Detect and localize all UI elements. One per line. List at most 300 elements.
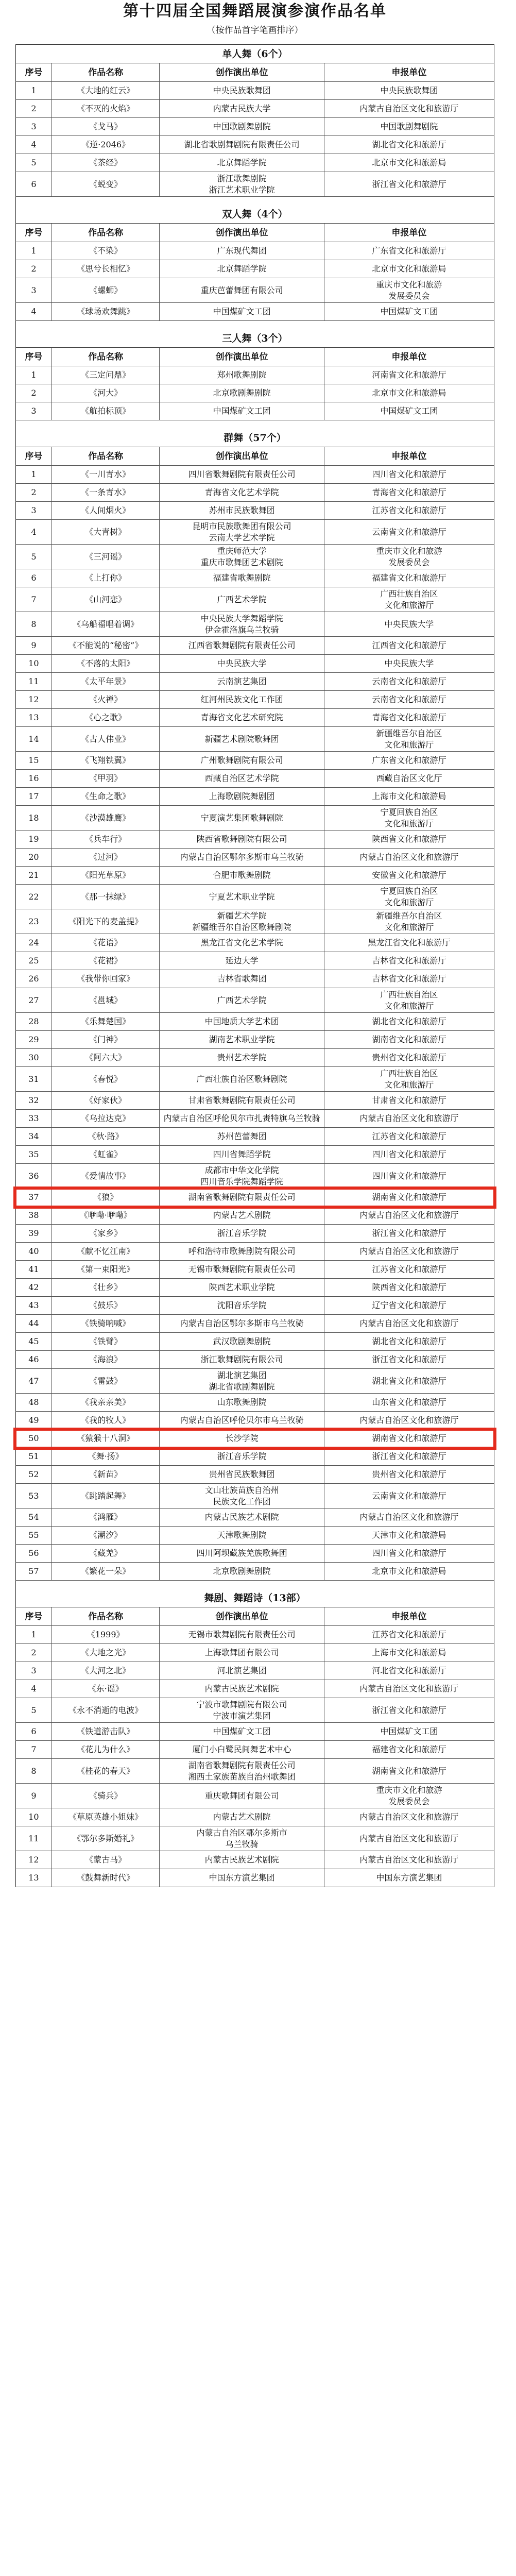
cell-submitter: 江苏省文化和旅游厅 <box>372 1630 446 1639</box>
header-no: 序号 <box>16 63 52 81</box>
cell-work: 《大地的红云》 <box>52 82 160 99</box>
cell-no: 37 <box>16 1189 52 1206</box>
cell-work: 《不染》 <box>52 242 160 260</box>
cell-no: 42 <box>16 1279 52 1296</box>
cell-submitter: 北京市文化和旅游局 <box>372 264 446 274</box>
cell-no: 20 <box>16 849 52 866</box>
cell-no: 18 <box>16 806 52 830</box>
cell-creator: 黑龙江省文化艺术学院 <box>160 934 324 952</box>
header-work: 作品名称 <box>52 224 160 242</box>
cell-creator: 浙江歌舞剧院 浙江艺术职业学院 <box>160 172 324 196</box>
table-row <box>15 1466 494 1484</box>
cell-submitter: 中国东方演艺集团 <box>376 1873 442 1883</box>
cell-submitter: 内蒙古自治区文化和旅游厅 <box>359 852 459 862</box>
table-row <box>15 1723 494 1741</box>
cell-submitter: 天津市文化和旅游局 <box>372 1530 446 1540</box>
cell-work: 《阳光草原》 <box>52 867 160 884</box>
cell-creator: 中国煤矿文工团 <box>160 303 324 320</box>
table-row <box>15 849 494 867</box>
cell-submitter: 内蒙古自治区文化和旅游厅 <box>359 1210 459 1220</box>
cell-submitter: 北京市文化和旅游局 <box>372 1566 446 1576</box>
table-row <box>15 1680 494 1698</box>
cell-no: 41 <box>16 1261 52 1278</box>
section-title: 舞剧、舞蹈诗（13部） <box>15 1589 494 1607</box>
cell-creator: 北京舞蹈学院 <box>160 154 324 172</box>
cell-submitter: 中国煤矿文工团 <box>380 307 438 316</box>
cell-creator: 宁波市歌舞剧院有限公司 宁波市演艺集团 <box>160 1698 324 1722</box>
table-row <box>15 278 494 303</box>
cell-work: 《好家伙》 <box>52 1092 160 1109</box>
table-row <box>15 136 494 154</box>
cell-creator: 江西省歌舞剧院有限责任公司 <box>160 637 324 654</box>
cell-submitter: 湖北省文化和旅游厅 <box>372 140 446 149</box>
cell-no: 17 <box>16 788 52 805</box>
cell-submitter: 云南省文化和旅游厅 <box>372 694 446 704</box>
cell-work: 《逆·2046》 <box>52 136 160 154</box>
table-row <box>15 1412 494 1430</box>
cell-submitter: 福建省文化和旅游厅 <box>372 573 446 583</box>
table-row <box>15 709 494 727</box>
header-work: 作品名称 <box>52 447 160 465</box>
cell-submitter: 广东省文化和旅游厅 <box>372 755 446 765</box>
table-row <box>15 909 494 934</box>
cell-submitter: 辽宁省文化和旅游厅 <box>372 1300 446 1310</box>
cell-creator: 内蒙古自治区鄂尔多斯市乌兰牧骑 <box>160 849 324 866</box>
cell-submitter: 湖南省文化和旅游厅 <box>372 1766 446 1776</box>
table-row <box>15 1808 494 1826</box>
cell-no: 36 <box>16 1164 52 1188</box>
cell-creator: 文山壮族苗族自治州 民族文化工作团 <box>160 1484 324 1508</box>
cell-no: 1 <box>16 1626 52 1643</box>
cell-no: 8 <box>16 612 52 636</box>
section-title: 双人舞（4个） <box>15 205 494 224</box>
table-row <box>15 82 494 100</box>
cell-creator: 新疆艺术学院 新疆维吾尔自治区歌舞剧院 <box>160 909 324 934</box>
cell-creator: 苏州市民族歌舞团 <box>160 502 324 519</box>
header-creator: 创作演出单位 <box>160 63 324 81</box>
table-row <box>15 484 494 502</box>
cell-no: 6 <box>16 1723 52 1740</box>
cell-work: 《爱情故事》 <box>52 1164 160 1188</box>
cell-no: 7 <box>16 1741 52 1758</box>
cell-work: 《大地之光》 <box>52 1644 160 1662</box>
cell-work: 《一川青水》 <box>52 466 160 483</box>
cell-no: 2 <box>16 100 52 117</box>
section-gap <box>15 1581 494 1589</box>
cell-work: 《花裙》 <box>52 952 160 970</box>
table-header-row <box>15 447 494 466</box>
table-header-row <box>15 63 494 82</box>
cell-creator: 内蒙古民族艺术剧院 <box>160 1851 324 1869</box>
cell-creator: 浙江音乐学院 <box>160 1448 324 1465</box>
table-row <box>15 691 494 709</box>
cell-work: 《铁骑呐喊》 <box>52 1315 160 1332</box>
cell-no: 15 <box>16 752 52 769</box>
cell-creator: 中国煤矿文工团 <box>160 1723 324 1740</box>
table-row <box>15 242 494 260</box>
cell-no: 53 <box>16 1484 52 1508</box>
section-gap <box>15 197 494 205</box>
cell-work: 《不落的太阳》 <box>52 655 160 672</box>
cell-work: 《壮乡》 <box>52 1279 160 1296</box>
cell-submitter: 广东省文化和旅游厅 <box>372 246 446 256</box>
cell-creator: 中央民族大学 <box>160 655 324 672</box>
cell-creator: 苏州芭蕾舞团 <box>160 1128 324 1145</box>
cell-no: 1 <box>16 242 52 260</box>
cell-no: 2 <box>16 1644 52 1662</box>
table-row <box>15 1509 494 1527</box>
table-row <box>15 154 494 172</box>
cell-no: 35 <box>16 1146 52 1163</box>
cell-creator: 湖南省歌舞剧院有限责任公司 <box>160 1189 324 1206</box>
cell-submitter: 山东省文化和旅游厅 <box>372 1397 446 1407</box>
cell-submitter: 重庆市文化和旅游 发展委员会 <box>376 279 442 301</box>
table-row <box>15 1243 494 1261</box>
cell-work: 《鄂尔多斯婚礼》 <box>52 1826 160 1851</box>
cell-creator: 新疆艺术剧院歌舞团 <box>160 727 324 751</box>
cell-creator: 广西艺术学院 <box>160 988 324 1012</box>
cell-no: 9 <box>16 1784 52 1808</box>
cell-no: 33 <box>16 1110 52 1127</box>
cell-creator: 内蒙古自治区呼伦贝尔市扎赉特旗乌兰牧骑 <box>160 1110 324 1127</box>
cell-no: 6 <box>16 172 52 196</box>
cell-work: 《航拍标顶》 <box>52 402 160 420</box>
cell-submitter: 陕西省文化和旅游厅 <box>372 834 446 844</box>
cell-work: 《鼓舞新时代》 <box>52 1869 160 1887</box>
cell-no: 21 <box>16 867 52 884</box>
cell-work: 《新苗》 <box>52 1466 160 1483</box>
cell-work: 《心之歌》 <box>52 709 160 726</box>
cell-no: 44 <box>16 1315 52 1332</box>
cell-work: 《铁道游击队》 <box>52 1723 160 1740</box>
cell-creator: 成都市中华文化学院 四川音乐学院舞蹈学院 <box>160 1164 324 1188</box>
table-row <box>15 1759 494 1784</box>
cell-creator: 武汉歌剧舞剧院 <box>160 1333 324 1350</box>
header-no: 序号 <box>16 1607 52 1625</box>
cell-no: 2 <box>16 384 52 402</box>
cell-creator: 陕西省歌舞剧院有限公司 <box>160 831 324 848</box>
cell-creator: 昆明市民族歌舞团有限公司 云南大学艺术学院 <box>160 520 324 544</box>
cell-work: 《山河恋》 <box>52 587 160 612</box>
table-row <box>15 770 494 788</box>
table-row <box>15 260 494 278</box>
table-row <box>15 637 494 655</box>
cell-no: 3 <box>16 1662 52 1680</box>
cell-no: 32 <box>16 1092 52 1109</box>
table-row <box>15 569 494 587</box>
cell-creator: 贵州艺术学院 <box>160 1049 324 1066</box>
cell-no: 12 <box>16 691 52 708</box>
cell-creator: 内蒙古自治区呼伦贝尔市乌兰牧骑 <box>160 1412 324 1429</box>
cell-work: 《咿嘞·咿嘞》 <box>52 1207 160 1224</box>
cell-no: 50 <box>16 1430 52 1447</box>
cell-creator: 上海歌剧院舞剧团 <box>160 788 324 805</box>
table-row <box>15 1315 494 1333</box>
cell-creator: 河北演艺集团 <box>160 1662 324 1680</box>
cell-submitter: 广西壮族自治区 文化和旅游厅 <box>380 588 438 610</box>
table-row <box>15 1448 494 1466</box>
cell-creator: 四川省舞蹈学院 <box>160 1146 324 1163</box>
cell-no: 3 <box>16 278 52 302</box>
cell-creator: 广西艺术学院 <box>160 587 324 612</box>
table-row <box>15 1067 494 1092</box>
cell-no: 1 <box>16 366 52 384</box>
cell-submitter: 内蒙古自治区文化和旅游厅 <box>359 1512 459 1522</box>
table-row <box>15 1851 494 1869</box>
cell-work: 《上打你》 <box>52 569 160 587</box>
cell-work: 《海浪》 <box>52 1351 160 1368</box>
cell-work: 《三定问鼎》 <box>52 366 160 384</box>
table-row <box>15 466 494 484</box>
cell-submitter: 新疆维吾尔自治区 文化和旅游厅 <box>376 728 442 750</box>
table-row <box>15 1031 494 1049</box>
cell-submitter: 重庆市文化和旅游 发展委员会 <box>376 1785 442 1806</box>
table-header-row <box>15 224 494 242</box>
cell-submitter: 内蒙古自治区文化和旅游厅 <box>359 1415 459 1425</box>
cell-no: 3 <box>16 118 52 135</box>
header-creator: 创作演出单位 <box>160 1607 324 1625</box>
header-work: 作品名称 <box>52 1607 160 1625</box>
cell-creator: 中央民族歌舞团 <box>160 82 324 99</box>
cell-no: 10 <box>16 1808 52 1826</box>
cell-work: 《不灭的火焰》 <box>52 100 160 117</box>
cell-work: 《春悦》 <box>52 1067 160 1091</box>
cell-work: 《舞·扬》 <box>52 1448 160 1465</box>
cell-creator: 内蒙古艺术剧院 <box>160 1808 324 1826</box>
cell-no: 4 <box>16 303 52 320</box>
cell-submitter: 云南省文化和旅游厅 <box>372 1490 446 1501</box>
cell-submitter: 浙江省文化和旅游厅 <box>372 1354 446 1364</box>
cell-work: 《骑兵》 <box>52 1784 160 1808</box>
cell-no: 16 <box>16 770 52 787</box>
table-section <box>15 321 494 420</box>
cell-submitter: 重庆市文化和旅游 发展委员会 <box>376 546 442 567</box>
table-row <box>15 1826 494 1851</box>
table-row <box>15 1225 494 1243</box>
cell-creator: 天津歌舞剧院 <box>160 1527 324 1544</box>
header-creator: 创作演出单位 <box>160 224 324 242</box>
table-row <box>15 366 494 384</box>
cell-no: 3 <box>16 502 52 519</box>
cell-work: 《猿猴十八洞》 <box>52 1430 160 1447</box>
cell-creator: 贵州省民族歌舞团 <box>160 1466 324 1483</box>
table-row <box>15 1128 494 1146</box>
table-row <box>15 867 494 885</box>
cell-work: 《鼓乐》 <box>52 1297 160 1314</box>
table-row <box>15 1644 494 1662</box>
cell-creator: 北京歌剧舞剧院 <box>160 384 324 402</box>
cell-submitter: 湖北省文化和旅游厅 <box>372 1016 446 1026</box>
table-row <box>15 1430 494 1448</box>
header-no: 序号 <box>16 348 52 366</box>
cell-submitter: 四川省文化和旅游厅 <box>372 469 446 479</box>
cell-work: 《茶经》 <box>52 154 160 172</box>
cell-creator: 湖南艺术职业学院 <box>160 1031 324 1048</box>
cell-work: 《乌船福唱着调》 <box>52 612 160 636</box>
cell-submitter: 内蒙古自治区文化和旅游厅 <box>359 1246 459 1256</box>
table-row <box>15 1110 494 1128</box>
cell-creator: 陕西艺术职业学院 <box>160 1279 324 1296</box>
cell-creator: 长沙学院 <box>160 1430 324 1447</box>
cell-creator: 青海省文化艺术学院 <box>160 484 324 501</box>
cell-submitter: 宁夏回族自治区 文化和旅游厅 <box>380 886 438 907</box>
table-row <box>15 1784 494 1808</box>
table-row <box>15 1369 494 1394</box>
cell-no: 4 <box>16 136 52 154</box>
cell-submitter: 浙江省文化和旅游厅 <box>372 1705 446 1715</box>
cell-creator: 内蒙古自治区鄂尔多斯市 乌兰牧骑 <box>160 1826 324 1851</box>
cell-no: 40 <box>16 1243 52 1260</box>
cell-creator: 湖南省歌舞剧院有限责任公司 湘西土家族苗族自治州歌舞团 <box>160 1759 324 1783</box>
table-section <box>15 197 494 321</box>
cell-no: 2 <box>16 260 52 278</box>
cell-no: 1 <box>16 82 52 99</box>
cell-work: 《蒙古马》 <box>52 1851 160 1869</box>
cell-creator: 广西壮族自治区歌舞剧院 <box>160 1067 324 1091</box>
cell-creator: 无锡市歌舞剧院有限责任公司 <box>160 1626 324 1643</box>
table-row <box>15 1351 494 1369</box>
cell-no: 56 <box>16 1545 52 1562</box>
table-row <box>15 1563 494 1581</box>
cell-work: 《人间烟火》 <box>52 502 160 519</box>
cell-creator: 红河州民族文化工作团 <box>160 691 324 708</box>
header-submitter: 申报单位 <box>391 451 427 462</box>
cell-submitter: 黑龙江省文化和旅游厅 <box>368 938 451 947</box>
table-row <box>15 988 494 1013</box>
header-work: 作品名称 <box>52 348 160 366</box>
cell-work: 《虹雀》 <box>52 1146 160 1163</box>
cell-creator: 合肥市歌舞剧院 <box>160 867 324 884</box>
cell-submitter: 广西壮族自治区 文化和旅游厅 <box>380 1068 438 1090</box>
cell-creator: 重庆师范大学 重庆市歌舞团艺术剧院 <box>160 545 324 569</box>
cell-submitter: 江西省文化和旅游厅 <box>372 640 446 650</box>
cell-work: 《桂花的春天》 <box>52 1759 160 1783</box>
table-row <box>15 673 494 691</box>
cell-work: 《藏羌》 <box>52 1545 160 1562</box>
cell-work: 《飞翔铁翼》 <box>52 752 160 769</box>
cell-creator: 内蒙古民族艺术剧院 <box>160 1509 324 1526</box>
table-row <box>15 1527 494 1545</box>
table-row <box>15 934 494 952</box>
cell-submitter: 安徽省文化和旅游厅 <box>372 870 446 880</box>
cell-work: 《邕城》 <box>52 988 160 1012</box>
header-work: 作品名称 <box>52 63 160 81</box>
table-row <box>15 1484 494 1509</box>
cell-submitter: 中央民族大学 <box>384 658 434 668</box>
cell-work: 《花儿为什么》 <box>52 1741 160 1758</box>
table-row <box>15 1261 494 1279</box>
cell-no: 25 <box>16 952 52 970</box>
cell-work: 《兵车行》 <box>52 831 160 848</box>
cell-work: 《第一束阳光》 <box>52 1261 160 1278</box>
cell-work: 《蜕变》 <box>52 172 160 196</box>
cell-work: 《繁花一朵》 <box>52 1563 160 1580</box>
cell-no: 2 <box>16 484 52 501</box>
table-row <box>15 1333 494 1351</box>
cell-no: 51 <box>16 1448 52 1465</box>
cell-work: 《1999》 <box>52 1626 160 1643</box>
cell-no: 5 <box>16 1698 52 1722</box>
cell-no: 12 <box>16 1851 52 1869</box>
cell-no: 45 <box>16 1333 52 1350</box>
section-title: 三人舞（3个） <box>15 329 494 348</box>
cell-creator: 湖北省歌剧舞剧院有限责任公司 <box>160 136 324 154</box>
table-header-row <box>15 1607 494 1626</box>
cell-creator: 北京歌剧舞剧院 <box>160 1563 324 1580</box>
cell-creator: 湖北演艺集团 湖北省歌剧舞剧院 <box>160 1369 324 1393</box>
table-row <box>15 1013 494 1031</box>
cell-work: 《古人伟业》 <box>52 727 160 751</box>
cell-submitter: 内蒙古自治区文化和旅游厅 <box>359 1812 459 1822</box>
cell-submitter: 新疆维吾尔自治区 文化和旅游厅 <box>376 910 442 932</box>
cell-no: 46 <box>16 1351 52 1368</box>
cell-no: 5 <box>16 545 52 569</box>
table-row <box>15 970 494 988</box>
cell-submitter: 浙江省文化和旅游厅 <box>372 1451 446 1461</box>
cell-submitter: 四川省文化和旅游厅 <box>372 1149 446 1159</box>
table-row <box>15 587 494 612</box>
cell-work: 《家乡》 <box>52 1225 160 1242</box>
cell-no: 8 <box>16 1759 52 1783</box>
cell-no: 34 <box>16 1128 52 1145</box>
cell-creator: 延边大学 <box>160 952 324 970</box>
cell-submitter: 湖南省文化和旅游厅 <box>372 1192 446 1202</box>
cell-submitter: 中国煤矿文工团 <box>380 1726 438 1736</box>
cell-submitter: 中国歌剧舞剧院 <box>380 122 438 131</box>
table-row <box>15 384 494 402</box>
cell-no: 4 <box>16 520 52 544</box>
cell-submitter: 内蒙古自治区文化和旅游厅 <box>359 1833 459 1843</box>
cell-work: 《东·谣》 <box>52 1680 160 1698</box>
cell-creator: 内蒙古自治区鄂尔多斯市乌兰牧骑 <box>160 1315 324 1332</box>
cell-no: 5 <box>16 154 52 172</box>
cell-work: 《螺蛳》 <box>52 278 160 302</box>
table-section <box>15 420 494 1581</box>
cell-creator: 无锡市歌舞剧院有限责任公司 <box>160 1261 324 1278</box>
table-section <box>15 45 494 197</box>
cell-submitter: 北京市文化和旅游局 <box>372 158 446 167</box>
cell-creator: 宁夏演艺集团歌舞剧院 <box>160 806 324 830</box>
cell-submitter: 湖北省文化和旅游厅 <box>372 1336 446 1346</box>
cell-submitter: 甘肃省文化和旅游厅 <box>372 1095 446 1105</box>
table-row <box>15 752 494 770</box>
cell-creator: 西藏自治区艺术学院 <box>160 770 324 787</box>
cell-creator: 广东现代舞团 <box>160 242 324 260</box>
cell-creator: 内蒙古民族大学 <box>160 100 324 117</box>
cell-work: 《火禅》 <box>52 691 160 708</box>
cell-work: 《河大》 <box>52 384 160 402</box>
table-row <box>15 1297 494 1315</box>
cell-submitter: 北京市文化和旅游局 <box>372 388 446 398</box>
table-row <box>15 402 494 420</box>
section-title: 群舞（57个） <box>15 429 494 447</box>
cell-submitter: 青海省文化和旅游厅 <box>372 713 446 722</box>
cell-no: 54 <box>16 1509 52 1526</box>
cell-work: 《阿六大》 <box>52 1049 160 1066</box>
cell-no: 43 <box>16 1297 52 1314</box>
cell-submitter: 云南省文化和旅游厅 <box>372 527 446 537</box>
cell-no: 23 <box>16 909 52 934</box>
cell-submitter: 宁夏回族自治区 文化和旅游厅 <box>380 807 438 828</box>
cell-work: 《我带你回家》 <box>52 970 160 988</box>
cell-submitter: 河北省文化和旅游厅 <box>372 1666 446 1675</box>
cell-work: 《草原英雄小姐妹》 <box>52 1808 160 1826</box>
cell-submitter: 云南省文化和旅游厅 <box>372 676 446 686</box>
cell-no: 26 <box>16 970 52 988</box>
cell-no: 11 <box>16 673 52 690</box>
cell-work: 《沙漠雄鹰》 <box>52 806 160 830</box>
cell-creator: 四川省歌舞剧院有限责任公司 <box>160 466 324 483</box>
